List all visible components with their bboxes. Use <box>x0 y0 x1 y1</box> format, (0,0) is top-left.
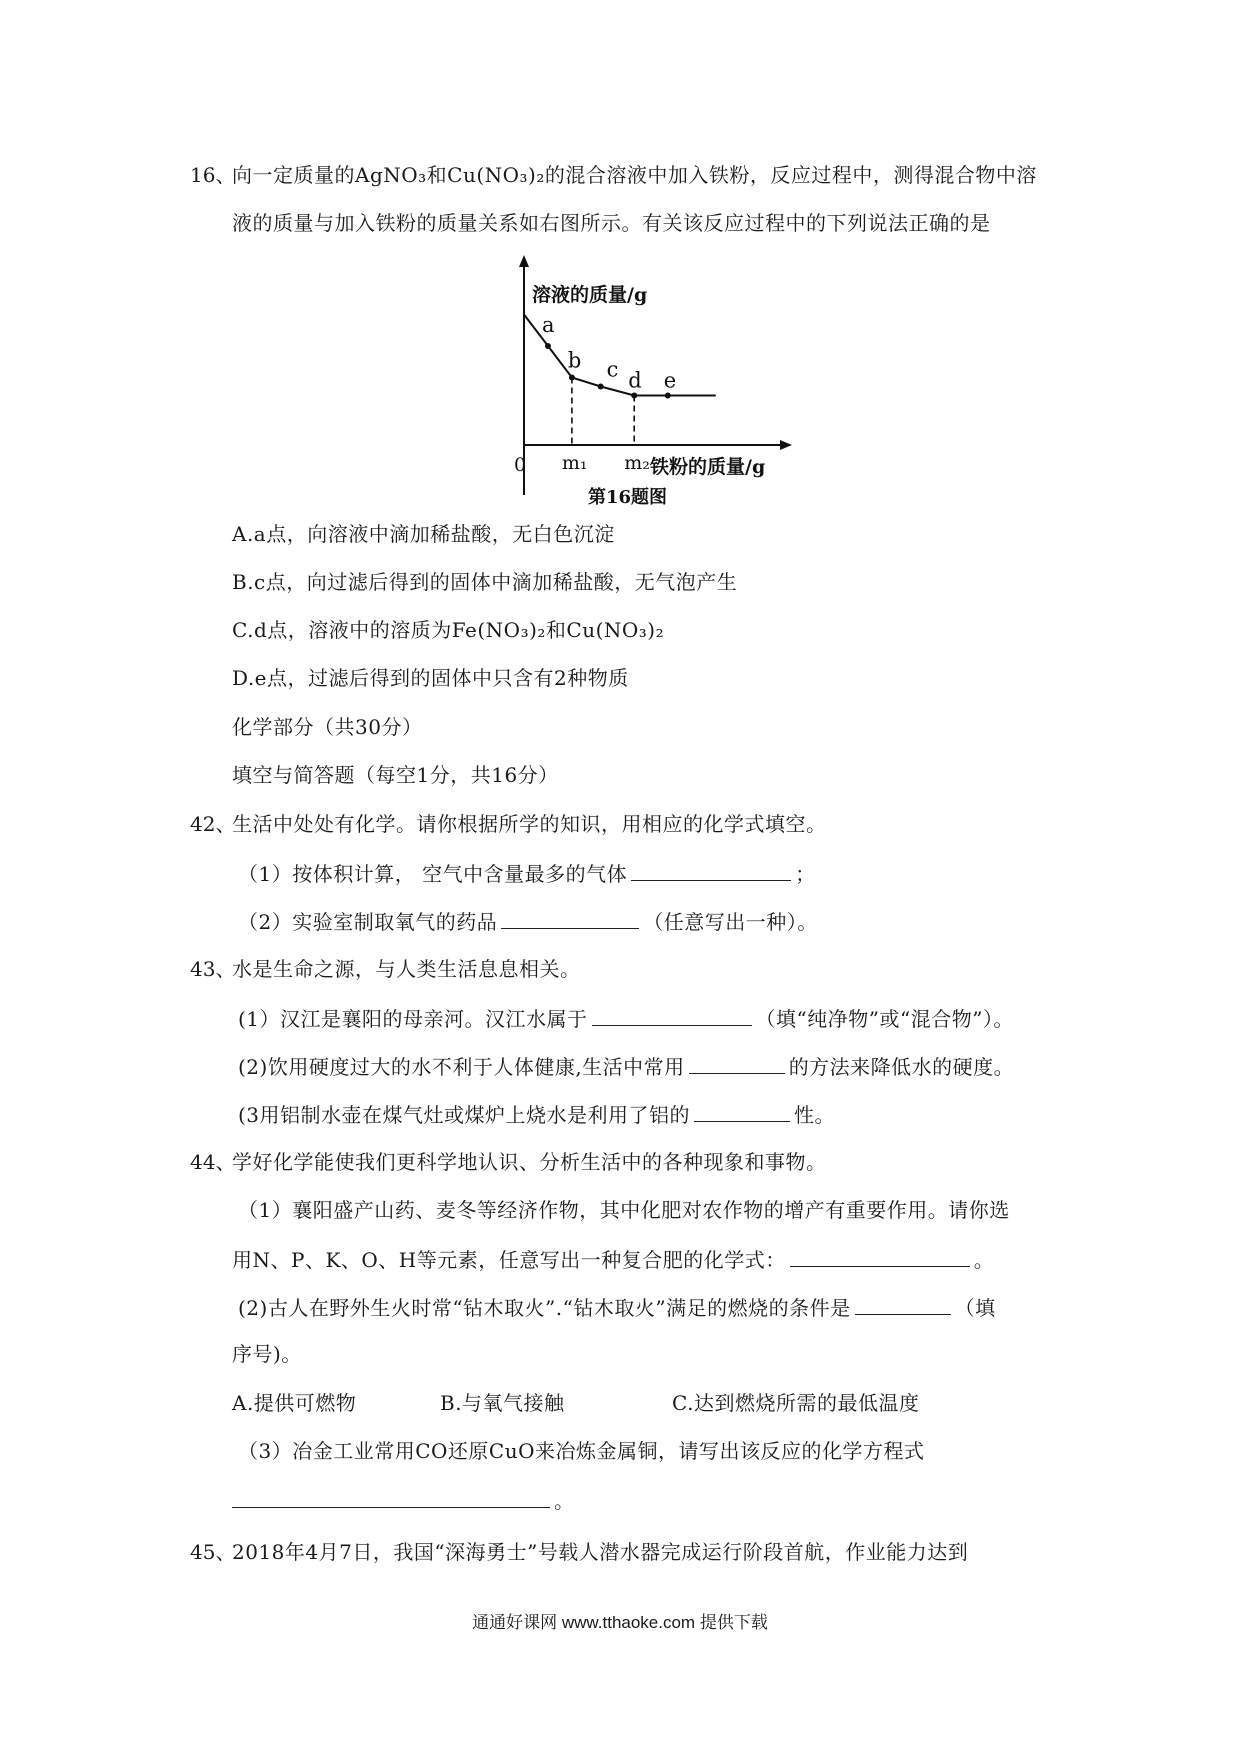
option-d: D.e点，过滤后得到的固体中只含有2种物质 <box>232 666 629 690</box>
sub-question <box>238 1053 1014 1079</box>
answer-blank[interactable] <box>232 1487 550 1508</box>
sub-question-text: ； <box>795 862 816 886</box>
sub-question-text: 性。 <box>794 1103 836 1127</box>
sub-question-text: (2)饮用硬度过大的水不利于人体健康,生活中常用 <box>238 1055 685 1079</box>
sub-question <box>238 1294 996 1320</box>
sub-question: （1）襄阳盛产山药、麦冬等经济作物，其中化肥对农作物的增产有重要作用。请你选 <box>238 1198 1010 1222</box>
section-title: 化学部分（共30分） <box>232 715 423 739</box>
point-label: d <box>628 368 642 393</box>
sub-question: （3）冶金工业常用CO还原CuO来冶炼金属铜，请写出该反应的化学方程式 <box>238 1439 925 1463</box>
choice-b: B.与氧气接触 <box>440 1391 565 1415</box>
choice-a: A.提供可燃物 <box>232 1391 357 1415</box>
option-c: C.d点，溶液中的溶质为Fe(NO₃)₂和Cu(NO₃)₂ <box>232 618 665 642</box>
answer-blank[interactable] <box>790 1246 970 1267</box>
question-text: 2018年4月7日，我国“深海勇士”号载人潜水器完成运行阶段首航，作业能力达到 <box>232 1540 969 1564</box>
question-text: 液的质量与加入铁粉的质量关系如右图所示。有关该反应过程中的下列说法正确的是 <box>232 211 991 235</box>
sub-question <box>238 1101 835 1127</box>
answer-blank[interactable] <box>689 1053 785 1074</box>
section-subtitle: 填空与简答题（每空1分，共16分） <box>232 763 559 787</box>
y-axis-label: 溶液的质量/g <box>532 284 648 306</box>
answer-blank[interactable] <box>855 1294 951 1315</box>
data-point <box>631 393 637 399</box>
footer-text: 通通好课网 www.tthaoke.com 提供下载 <box>472 1613 768 1632</box>
point-label: a <box>541 313 555 337</box>
point-label: b <box>567 348 582 373</box>
question-number: 42、 <box>190 812 236 836</box>
x-axis-arrow <box>780 440 792 450</box>
chart <box>500 255 800 515</box>
option-a: A.a点，向溶液中滴加稀盐酸，无白色沉淀 <box>232 522 615 546</box>
question-text: 水是生命之源，与人类生活息息相关。 <box>232 957 581 981</box>
question-number: 43、 <box>190 957 236 981</box>
sub-question-text: （1）按体积计算， 空气中含量最多的气体 <box>238 862 628 886</box>
sub-question-text: 。 <box>973 1248 995 1272</box>
sub-question-text: (3用铝制水壶在煤气灶或煤炉上烧水是利用了铝的 <box>238 1103 691 1127</box>
data-point <box>665 393 671 399</box>
point-label: e <box>663 368 677 393</box>
sub-question-text: （2）实验室制取氧气的药品 <box>238 910 498 934</box>
question-text: 学好化学能使我们更科学地认识、分析生活中的各种现象和事物。 <box>232 1150 827 1174</box>
answer-blank[interactable] <box>694 1101 790 1122</box>
x-tick-label: m₂ <box>624 452 650 474</box>
data-point <box>569 375 575 381</box>
question-number: 44、 <box>190 1150 236 1174</box>
sub-question-text: 用N、P、K、O、H等元素，任意写出一种复合肥的化学式： <box>232 1248 786 1272</box>
x-tick-label: m₁ <box>561 452 588 474</box>
sub-question: 序号)。 <box>232 1342 302 1366</box>
sub-question-text: （填“纯净物”或“混合物”）。 <box>755 1007 1014 1031</box>
answer-line <box>232 1487 575 1513</box>
sub-question <box>238 908 818 934</box>
question-number: 16、 <box>190 163 236 187</box>
question-number: 45、 <box>190 1540 236 1564</box>
data-point <box>545 343 551 349</box>
question-text: 生活中处处有化学。请你根据所学的知识，用相应的化学式填空。 <box>232 812 827 836</box>
sub-question-text: 。 <box>554 1489 575 1513</box>
choice-c: C.达到燃烧所需的最低温度 <box>672 1391 920 1415</box>
data-point <box>598 384 604 390</box>
sub-question <box>238 1005 1014 1031</box>
point-label: c <box>606 357 619 382</box>
chart-caption: 第16题图 <box>588 487 668 508</box>
answer-blank[interactable] <box>592 1005 752 1026</box>
sub-question-text: 的方法来降低水的硬度。 <box>788 1055 1015 1079</box>
x-axis-label: 铁粉的质量/g <box>650 456 766 478</box>
sub-question <box>238 860 816 886</box>
origin-label: 0 <box>514 454 527 476</box>
option-b: B.c点，向过滤后得到的固体中滴加稀盐酸，无气泡产生 <box>232 570 738 594</box>
sub-question-text: （任意写出一种）。 <box>643 910 818 934</box>
sub-question-text: (2)古人在野外生火时常“钻木取火”.“钻木取火”满足的燃烧的条件是 <box>238 1296 851 1320</box>
question-text: 向一定质量的AgNO₃和Cu(NO₃)₂的混合溶液中加入铁粉，反应过程中，测得混合物中溶 <box>232 163 1037 187</box>
answer-blank[interactable] <box>631 860 791 881</box>
sub-question-text: （填 <box>954 1296 996 1320</box>
answer-blank[interactable] <box>501 908 639 929</box>
sub-question <box>232 1246 994 1272</box>
sub-question-text: (1）汉江是襄阳的母亲河。汉江水属于 <box>238 1007 588 1031</box>
